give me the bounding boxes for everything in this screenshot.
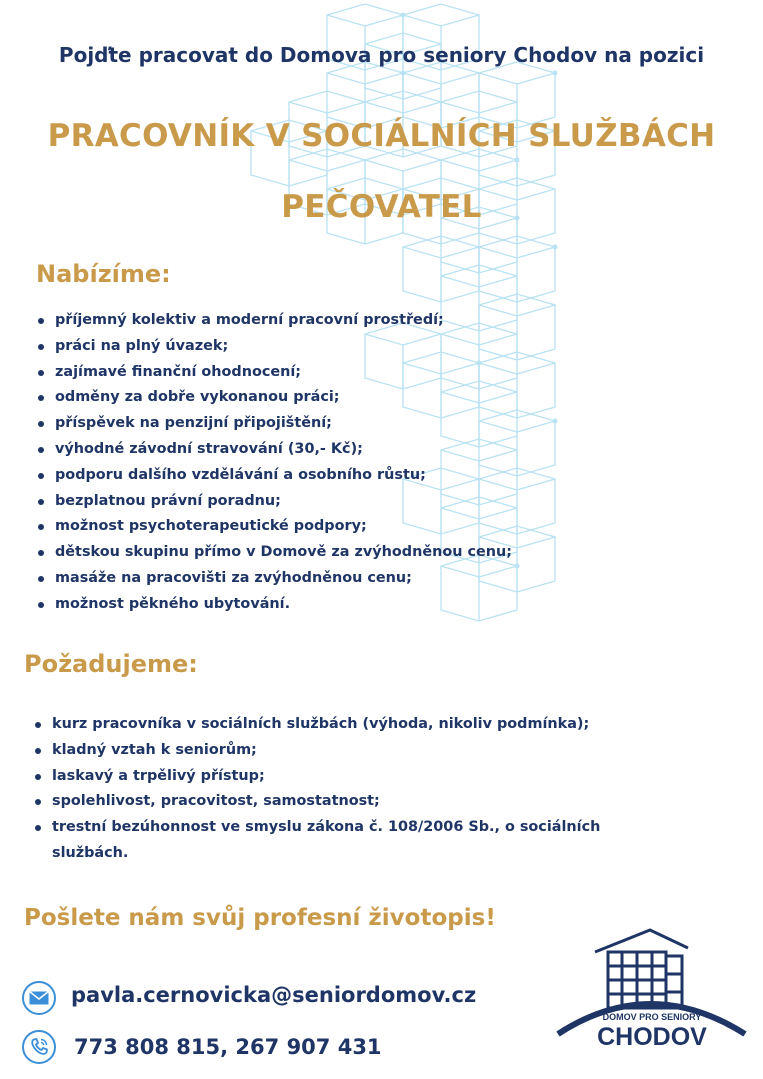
list-item: práci na plný úvazek; [38, 334, 512, 360]
logo-top-text: DOMOV PRO SENIORY [602, 1012, 702, 1022]
pattern-dot [553, 245, 558, 250]
list-item: odměny za dobře vykonanou práci; [38, 385, 512, 411]
offer-heading: Nabízíme: [36, 260, 171, 288]
list-item: trestní bezúhonnost ve smyslu zákona č. 108/2006 Sb., o sociálních službách. [35, 815, 652, 867]
list-item: kurz pracovníka v sociálních službách (výhoda, nikoliv podmínka); [35, 712, 652, 738]
list-item: dětskou skupinu přímo v Domově za zvýhodněnou cenu; [38, 540, 512, 566]
logo-name: CHODOV [597, 1023, 707, 1051]
list-item: výhodné závodní stravování (30,- Kč); [38, 437, 512, 463]
pattern-dot [553, 71, 558, 76]
phone-icon [22, 1030, 56, 1064]
position-title-line1: PRACOVNÍK V SOCIÁLNÍCH SLUŽBÁCH [47, 118, 716, 154]
list-item: zajímavé finanční ohodnocení; [38, 360, 512, 386]
list-item: masáže na pracovišti za zvýhodněnou cenu; [38, 566, 512, 592]
pattern-dot [553, 419, 558, 424]
list-item: příspěvek na penzijní připojištění; [38, 411, 512, 437]
list-item: bezplatnou právní poradnu; [38, 489, 512, 515]
list-item: kladný vztah k seniorům; [35, 738, 652, 764]
list-item: podporu dalšího vzdělávání a osobního růstu; [38, 463, 512, 489]
list-item: spolehlivost, pracovitost, samostatnost; [35, 789, 652, 815]
envelope-icon [22, 981, 56, 1015]
requirements-heading: Požadujeme: [24, 650, 198, 678]
intro-text: Pojďte pracovat do Domova pro seniory Chodov na pozici [58, 43, 705, 67]
cta-text: Pošlete nám svůj profesní životopis! [24, 905, 496, 931]
email-link[interactable]: pavla.cernovicka@seniordomov.cz [71, 983, 477, 1007]
position-title-line2: PEČOVATEL [281, 189, 482, 225]
list-item: možnost psychoterapeutické podpory; [38, 514, 512, 540]
list-item: laskavý a trpělivý přístup; [35, 764, 652, 790]
offer-list [38, 308, 512, 618]
organization-logo [555, 922, 750, 1062]
list-item: příjemný kolektiv a moderní pracovní prostředí; [38, 308, 512, 334]
requirements-list [35, 712, 652, 867]
phone-numbers[interactable]: 773 808 815, 267 907 431 [74, 1035, 382, 1059]
list-item: možnost pěkného ubytování. [38, 592, 512, 618]
